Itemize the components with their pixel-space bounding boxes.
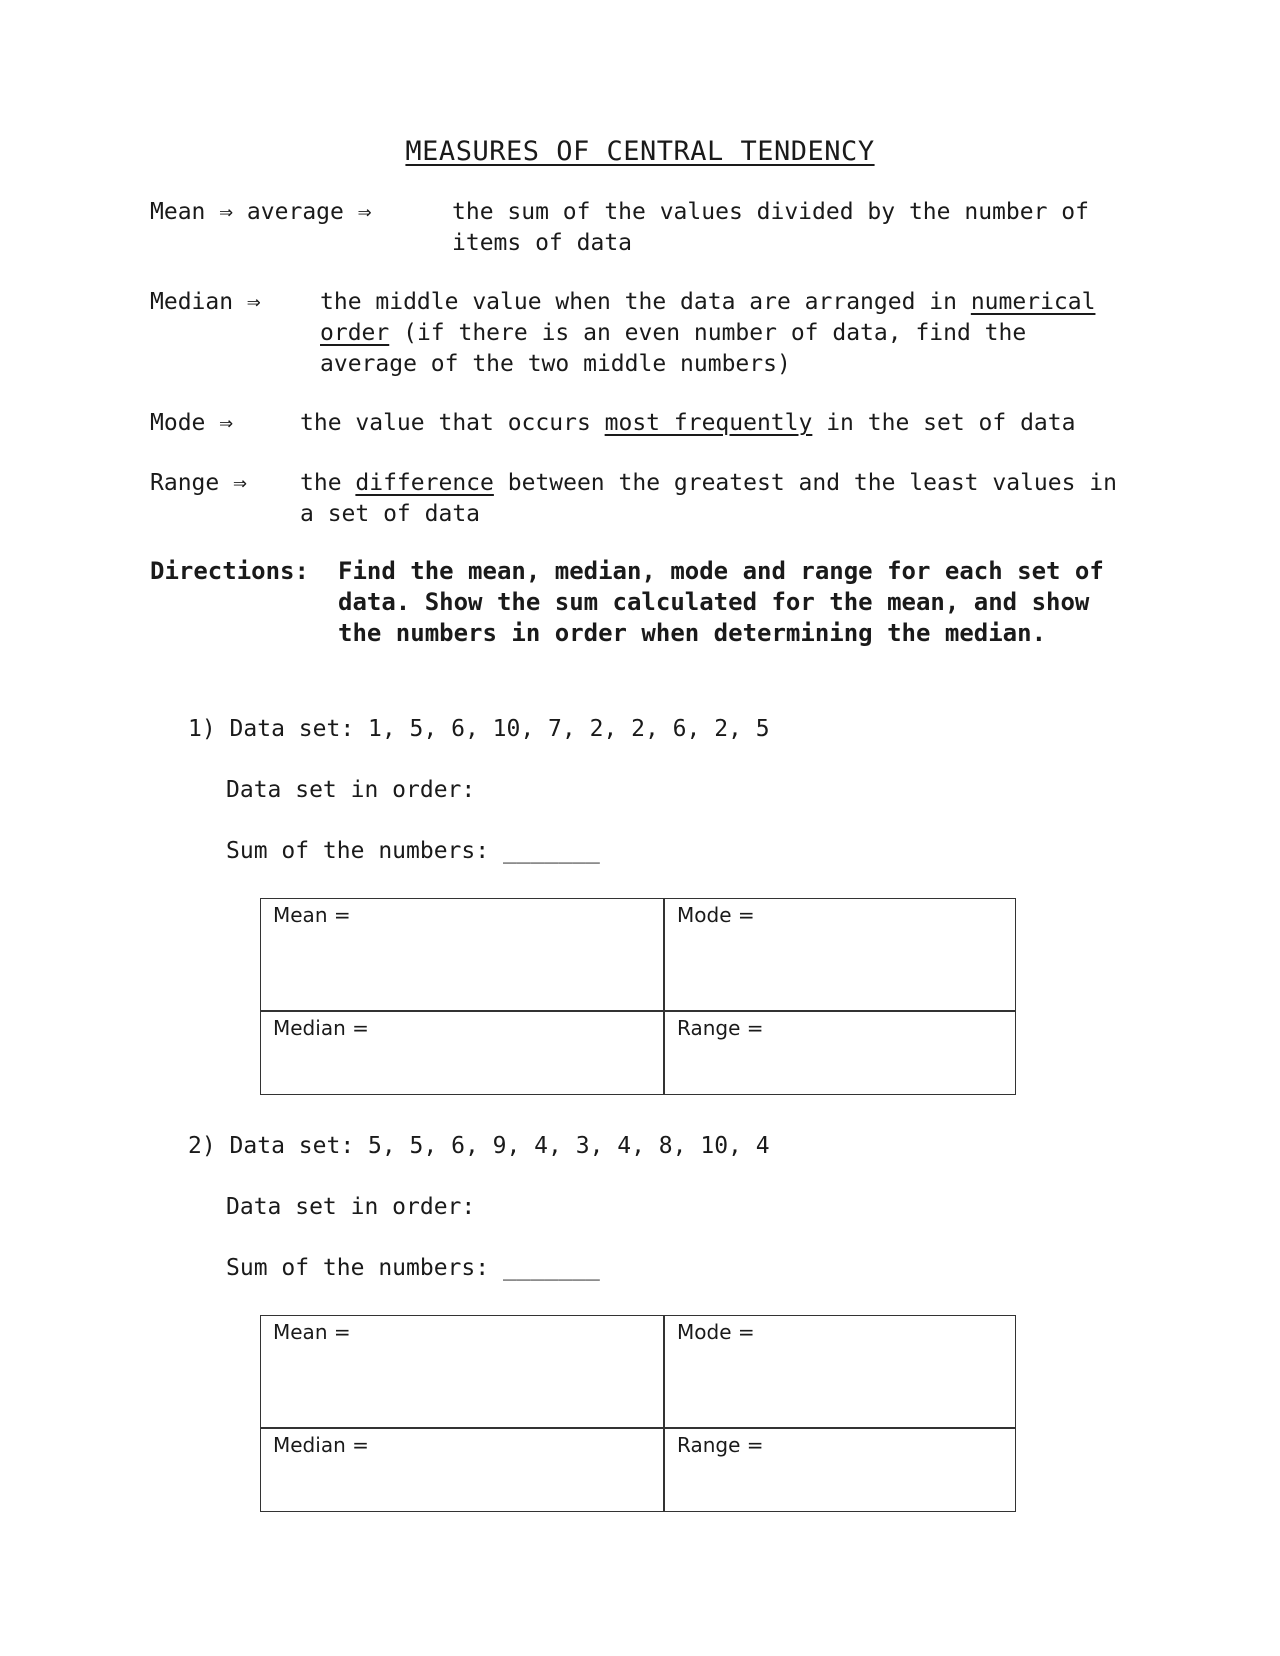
cell-mode-label: Mode = [677, 903, 755, 927]
desc-median-line2 [320, 318, 1120, 349]
term-median: Median ⇒ [150, 289, 261, 315]
cell-mean-label: Mean = [273, 1320, 351, 1344]
desc-median-underline-numerical: numerical [970, 289, 1096, 315]
desc-range-text2: between the greatest and the least values in [493, 470, 1117, 496]
cell-range-label: Range = [677, 1433, 764, 1457]
problem-2-data-set: 2) Data set: 5, 5, 6, 9, 4, 3, 4, 8, 10, 4 [188, 1133, 770, 1159]
problem-1-sum: Sum of the numbers: _______ [226, 838, 600, 864]
directions-text: Find the mean, median, mode and range for each set of data. Show the sum calculated for the mean, and show the numbers in order when determining the median. [338, 557, 1104, 647]
desc-median [320, 287, 1120, 380]
desc-range-line1 [300, 468, 1160, 499]
problem-2-in-order: Data set in order: [226, 1194, 476, 1220]
desc-median-line3: average of the two middle numbers) [320, 351, 791, 377]
cell-mode[interactable] [665, 899, 1015, 1010]
desc-median-line1 [320, 287, 1120, 318]
desc-median-text2: (if there is an even number of data, find the [389, 320, 1027, 346]
desc-mode-text1: the value that occurs [300, 410, 605, 436]
desc-median-text1: the middle value when the data are arranged in [320, 289, 971, 315]
problem-1-answer-table [260, 898, 1016, 1095]
desc-range-text1: the [300, 470, 356, 496]
problem-2-sum: Sum of the numbers: _______ [226, 1255, 600, 1281]
cell-range-label: Range = [677, 1016, 764, 1040]
definition-range [150, 468, 1150, 530]
problem-1-data-set: 1) Data set: 1, 5, 6, 10, 7, 2, 2, 6, 2, 5 [188, 716, 770, 742]
cell-median[interactable] [261, 1429, 663, 1511]
desc-median-underline-order: order [320, 320, 390, 346]
desc-mean [452, 197, 1152, 259]
cell-mean[interactable] [261, 899, 663, 1010]
cell-range[interactable] [665, 1429, 1015, 1511]
page-title: MEASURES OF CENTRAL TENDENCY [405, 136, 875, 167]
term-range: Range ⇒ [150, 470, 247, 496]
cell-mean[interactable] [261, 1316, 663, 1427]
desc-mean-line2: items of data [452, 230, 633, 256]
desc-mode-text2: in the set of data [812, 410, 1076, 436]
directions-label: Directions: [150, 557, 309, 585]
definition-median [150, 287, 1150, 380]
desc-mode-underline: most frequently [604, 410, 813, 436]
cell-range[interactable] [665, 1012, 1015, 1094]
cell-median-label: Median = [273, 1433, 369, 1457]
cell-mean-label: Mean = [273, 903, 351, 927]
desc-mode [300, 408, 1160, 439]
term-mode: Mode ⇒ [150, 410, 234, 436]
definition-mode [150, 408, 1150, 439]
term-mean: Mean ⇒ average ⇒ [150, 199, 372, 225]
desc-range-line2: a set of data [300, 501, 481, 527]
definition-mean [150, 197, 1150, 259]
problem-1-in-order: Data set in order: [226, 777, 476, 803]
desc-range-underline: difference [355, 470, 494, 496]
problem-2-answer-table [260, 1315, 1016, 1512]
cell-median[interactable] [261, 1012, 663, 1094]
desc-range [300, 468, 1160, 530]
cell-mode[interactable] [665, 1316, 1015, 1427]
desc-mean-line1: the sum of the values divided by the number of [452, 199, 1089, 225]
cell-median-label: Median = [273, 1016, 369, 1040]
cell-mode-label: Mode = [677, 1320, 755, 1344]
